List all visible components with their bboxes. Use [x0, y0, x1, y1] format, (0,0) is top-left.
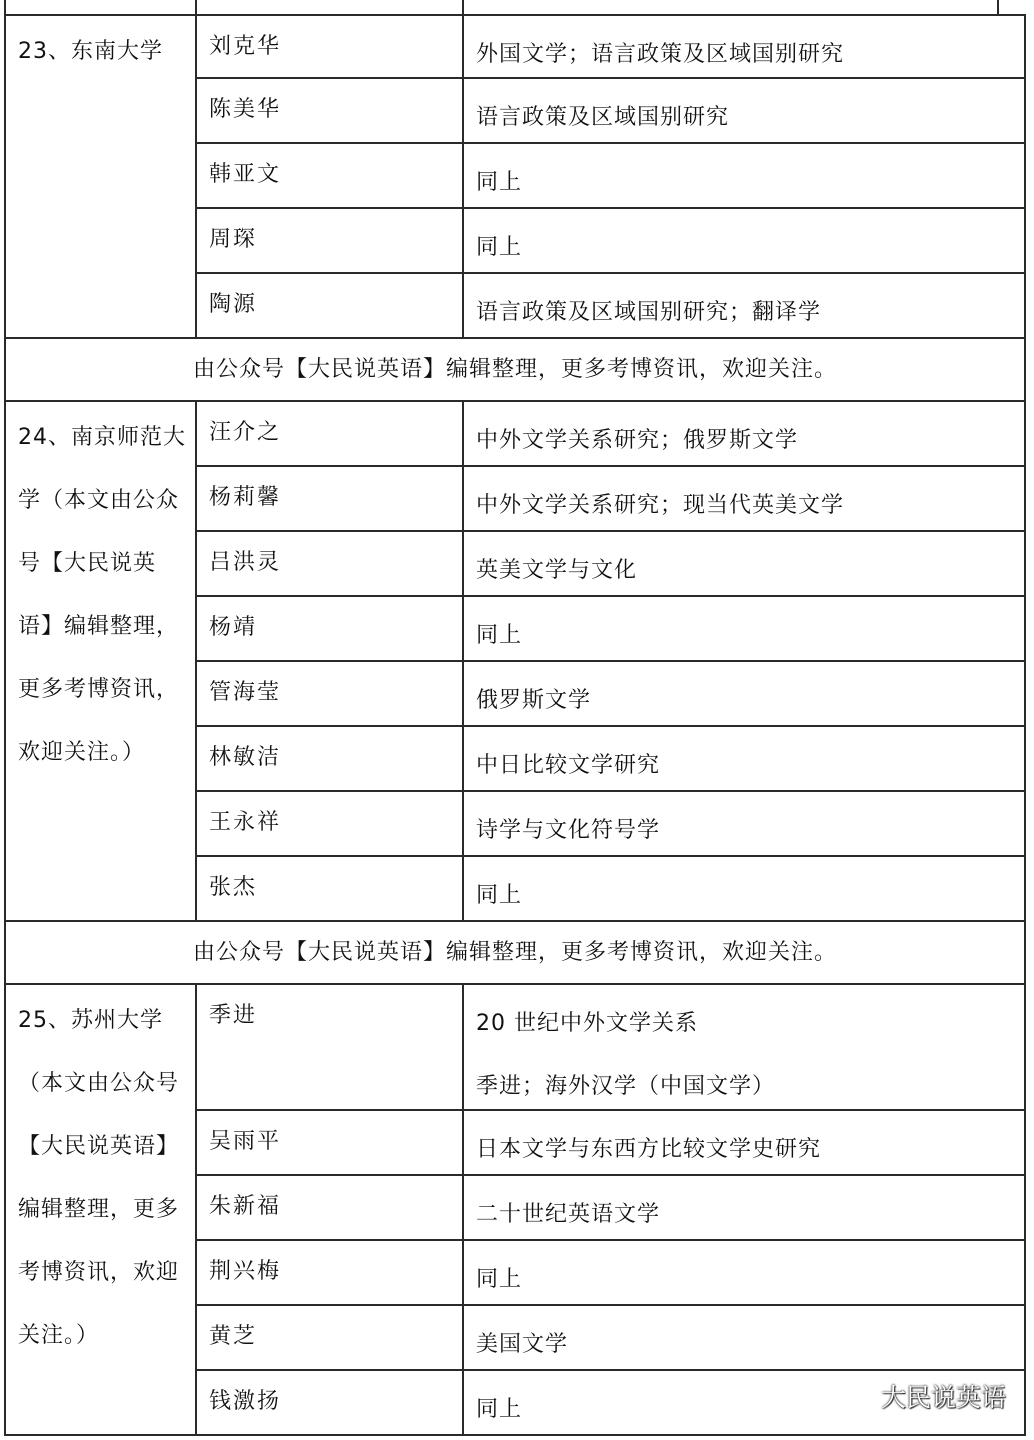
research-direction: 诗学与文化符号学 — [463, 791, 1025, 856]
supervisor-name: 刘克华 — [196, 15, 463, 78]
table-row — [5, 15, 1025, 78]
research-direction: 外国文学；语言政策及区域国别研究 — [463, 15, 1025, 78]
table-row — [5, 984, 1025, 1110]
previous-table-edge — [0, 0, 1034, 14]
promo-banner: 由公众号【大民说英语】编辑整理，更多考博资讯，欢迎关注。 — [5, 921, 1025, 984]
supervisor-name: 陶源 — [196, 273, 463, 338]
supervisor-name: 王永祥 — [196, 791, 463, 856]
watermark — [843, 1378, 1006, 1414]
research-direction: 二十世纪英语文学 — [463, 1175, 1025, 1240]
university-name: 23、东南大学 — [18, 39, 163, 64]
supervisor-name: 朱新福 — [196, 1175, 463, 1240]
research-direction: 语言政策及区域国别研究；翻译学 — [463, 273, 1025, 338]
research-direction: 同上 — [463, 1370, 1025, 1435]
university-cell — [5, 401, 196, 921]
table-grid — [4, 14, 1026, 1436]
research-direction: 日本文学与东西方比较文学史研究 — [463, 1110, 1025, 1175]
research-direction: 同上 — [463, 856, 1025, 921]
research-direction: 俄罗斯文学 — [463, 661, 1025, 726]
supervisor-name: 季进 — [196, 984, 463, 1110]
supervisor-name: 林敏洁 — [196, 726, 463, 791]
supervisor-name: 杨靖 — [196, 596, 463, 661]
research-direction — [463, 984, 1025, 1110]
university-name: 24、南京师范大学（本文由公众号【大民说英语】编辑整理，更多考博资讯，欢迎关注。） — [18, 425, 186, 765]
banner-row — [5, 921, 1025, 984]
research-direction-line2: 季进；海外汉学（中国文学） — [476, 1074, 776, 1099]
supervisor-table — [4, 14, 1024, 1436]
promo-banner: 由公众号【大民说英语】编辑整理，更多考博资讯，欢迎关注。 — [5, 338, 1025, 401]
supervisor-name: 韩亚文 — [196, 143, 463, 208]
supervisor-name: 陈美华 — [196, 78, 463, 143]
research-direction: 中外文学关系研究；俄罗斯文学 — [463, 401, 1025, 466]
research-direction: 英美文学与文化 — [463, 531, 1025, 596]
research-direction-line1: 20 世纪中外文学关系 — [476, 1011, 698, 1036]
research-direction: 中日比较文学研究 — [463, 726, 1025, 791]
supervisor-name: 吕洪灵 — [196, 531, 463, 596]
supervisor-name: 张杰 — [196, 856, 463, 921]
table-row — [5, 401, 1025, 466]
university-cell — [5, 984, 196, 1435]
research-direction: 同上 — [463, 208, 1025, 273]
wechat-logo-icon — [843, 1384, 873, 1408]
supervisor-name: 杨莉馨 — [196, 466, 463, 531]
research-direction: 同上 — [463, 1240, 1025, 1305]
supervisor-name: 黄芝 — [196, 1305, 463, 1370]
research-direction: 语言政策及区域国别研究 — [463, 78, 1025, 143]
research-direction: 同上 — [463, 143, 1025, 208]
research-direction: 同上 — [463, 596, 1025, 661]
research-direction: 美国文学 — [463, 1305, 1025, 1370]
research-direction: 中外文学关系研究；现当代英美文学 — [463, 466, 1025, 531]
supervisor-name: 周琛 — [196, 208, 463, 273]
supervisor-name: 钱激扬 — [196, 1370, 463, 1435]
supervisor-name: 吴雨平 — [196, 1110, 463, 1175]
supervisor-name: 荆兴梅 — [196, 1240, 463, 1305]
university-name: 25、苏州大学（本文由公众号【大民说英语】编辑整理，更多考博资讯，欢迎关注。） — [18, 1008, 180, 1348]
banner-row — [5, 338, 1025, 401]
supervisor-name: 汪介之 — [196, 401, 463, 466]
watermark-text: 大民说英语 — [880, 1383, 1006, 1412]
supervisor-name: 管海莹 — [196, 661, 463, 726]
university-cell — [5, 15, 196, 338]
